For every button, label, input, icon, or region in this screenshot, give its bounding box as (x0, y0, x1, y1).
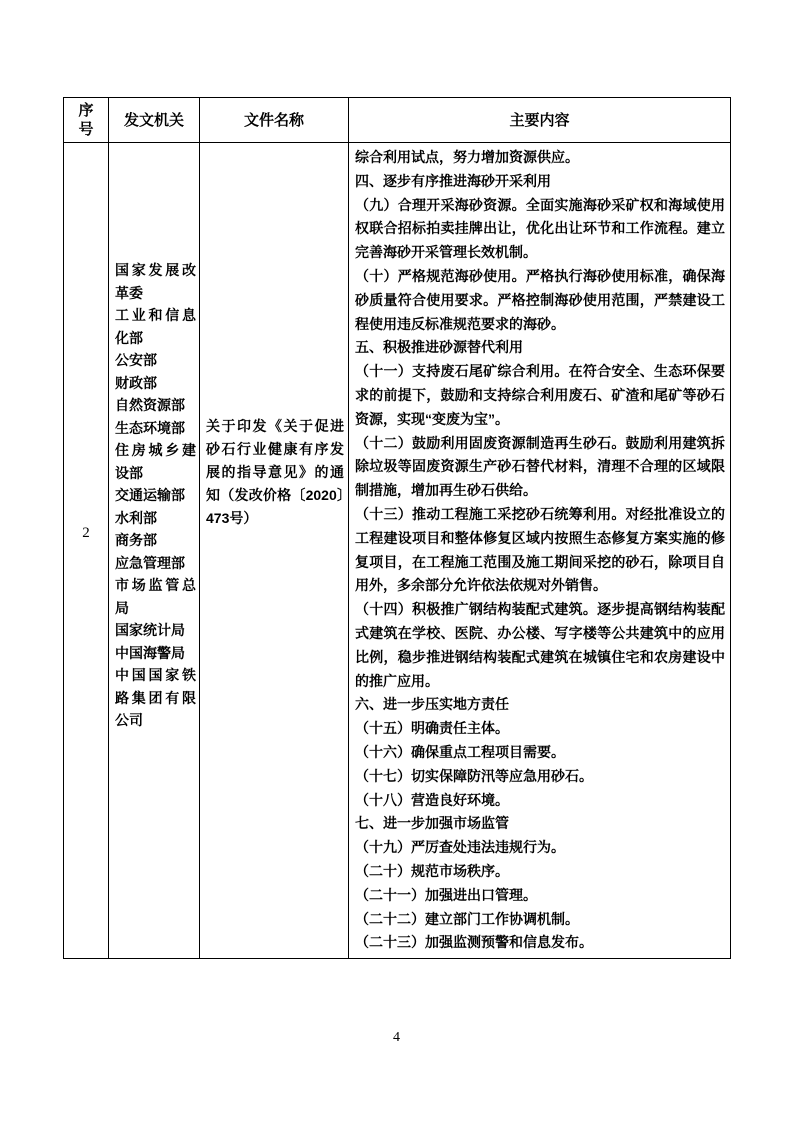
header-serial-label: 序号 (78, 102, 94, 138)
agency-item: 国家发展改革委 (115, 262, 196, 301)
header-doc-name (200, 98, 349, 143)
header-agency (109, 98, 200, 143)
cell-agency (109, 143, 200, 959)
agency-item: 商务部 (115, 532, 157, 548)
agency-item: 国家统计局 (115, 622, 185, 638)
content-paragraph: （十八）营造良好环境。 (355, 791, 509, 808)
doc-title: 关于印发《关于促进砂石行业健康有序发展的指导意见》的通知（发改价格〔2020〕473号） (206, 418, 344, 526)
content-paragraph: 四、逐步有序推进海砂开采利用 (355, 172, 551, 189)
cell-doc-name (200, 143, 349, 959)
agency-item: 中国国家铁路集团有限公司 (115, 667, 196, 728)
agency-list (115, 259, 196, 732)
content-paragraph-list (355, 146, 725, 955)
content-paragraph: （二十一）加强进出口管理。 (355, 886, 537, 903)
content-paragraph: （二十）规范市场秩序。 (355, 862, 509, 879)
header-content (349, 98, 731, 143)
header-agency-label: 发文机关 (123, 111, 184, 129)
content-paragraph: （十六）确保重点工程项目需要。 (355, 743, 565, 760)
agency-item: 工业和信息化部 (115, 307, 196, 346)
content-paragraph: 五、积极推进砂源替代利用 (355, 339, 523, 356)
regulation-table (63, 97, 731, 959)
header-serial (64, 98, 109, 143)
agency-item: 财政部 (115, 374, 157, 391)
agency-item: 市场监管总局 (115, 577, 196, 616)
header-content-label: 主要内容 (509, 111, 570, 129)
cell-main-content (349, 143, 731, 959)
cell-serial (64, 143, 109, 959)
agency-item: 应急管理部 (115, 554, 185, 571)
content-paragraph: 六、进一步压实地方责任 (355, 696, 509, 713)
agency-item: 生态环境部 (115, 419, 185, 436)
page-number: 4 (393, 1030, 400, 1045)
agency-item: 水利部 (115, 509, 157, 526)
content-paragraph: （十）严格规范海砂使用。严格执行海砂使用标准，确保海砂质量符合使用要求。严格控制海砂使用范围，严禁建设工程使用违反标准规范要求的海砂。 (355, 267, 725, 332)
content-paragraph: （十三）推动工程施工采挖砂石统筹利用。对经批准设立的工程建设项目和整体修复区域内按照生态修复方案实施的修复项目，在工程施工范围及施工期间采挖的砂石，除项目自用外，多余部分允许依法依规对外销售。 (355, 505, 725, 594)
header-doc-name-label: 文件名称 (243, 111, 304, 129)
agency-item: 公安部 (115, 352, 157, 368)
content-paragraph: （十二）鼓励利用固废资源制造再生砂石。鼓励利用建筑拆除垃圾等固废资源生产砂石替代材料，清理不合理的区域限制措施，增加再生砂石供给。 (355, 434, 725, 499)
content-paragraph: （二十三）加强监测预警和信息发布。 (355, 934, 593, 951)
content-paragraph: （十七）切实保障防汛等应急用砂石。 (355, 767, 593, 784)
agency-item: 中国海警局 (115, 644, 185, 661)
row-serial-number: 2 (82, 525, 90, 541)
content-paragraph: 七、进一步加强市场监管 (355, 815, 509, 832)
content-paragraph: （十五）明确责任主体。 (355, 720, 509, 737)
content-paragraph: （二十二）建立部门工作协调机制。 (355, 910, 579, 927)
content-paragraph: （十一）支持废石尾矿综合利用。在符合安全、生态环保要求的前提下，鼓励和支持综合利用废石、矿渣和尾矿等砂石资源，实现“变废为宝”。 (355, 363, 725, 427)
agency-item: 住房城乡建设部 (115, 442, 196, 481)
table-header-row (64, 98, 731, 143)
agency-item: 自然资源部 (115, 397, 185, 413)
content-paragraph: （十四）积极推广钢结构装配式建筑。逐步提高钢结构装配式建筑在学校、医院、办公楼、写字楼等公共建筑中的应用比例，稳步推进钢结构装配式建筑在城镇住宅和农房建设中的推广应用。 (355, 601, 725, 689)
table-row (64, 143, 731, 959)
content-paragraph: （九）合理开采海砂资源。全面实施海砂采矿权和海域使用权联合招标拍卖挂牌出让，优化出让环节和工作流程。建立完善海砂开采管理长效机制。 (355, 196, 725, 261)
content-paragraph: 综合利用试点，努力增加资源供应。 (355, 149, 579, 165)
agency-item: 交通运输部 (115, 487, 185, 503)
content-paragraph: （十九）严厉查处违法违规行为。 (355, 839, 565, 856)
